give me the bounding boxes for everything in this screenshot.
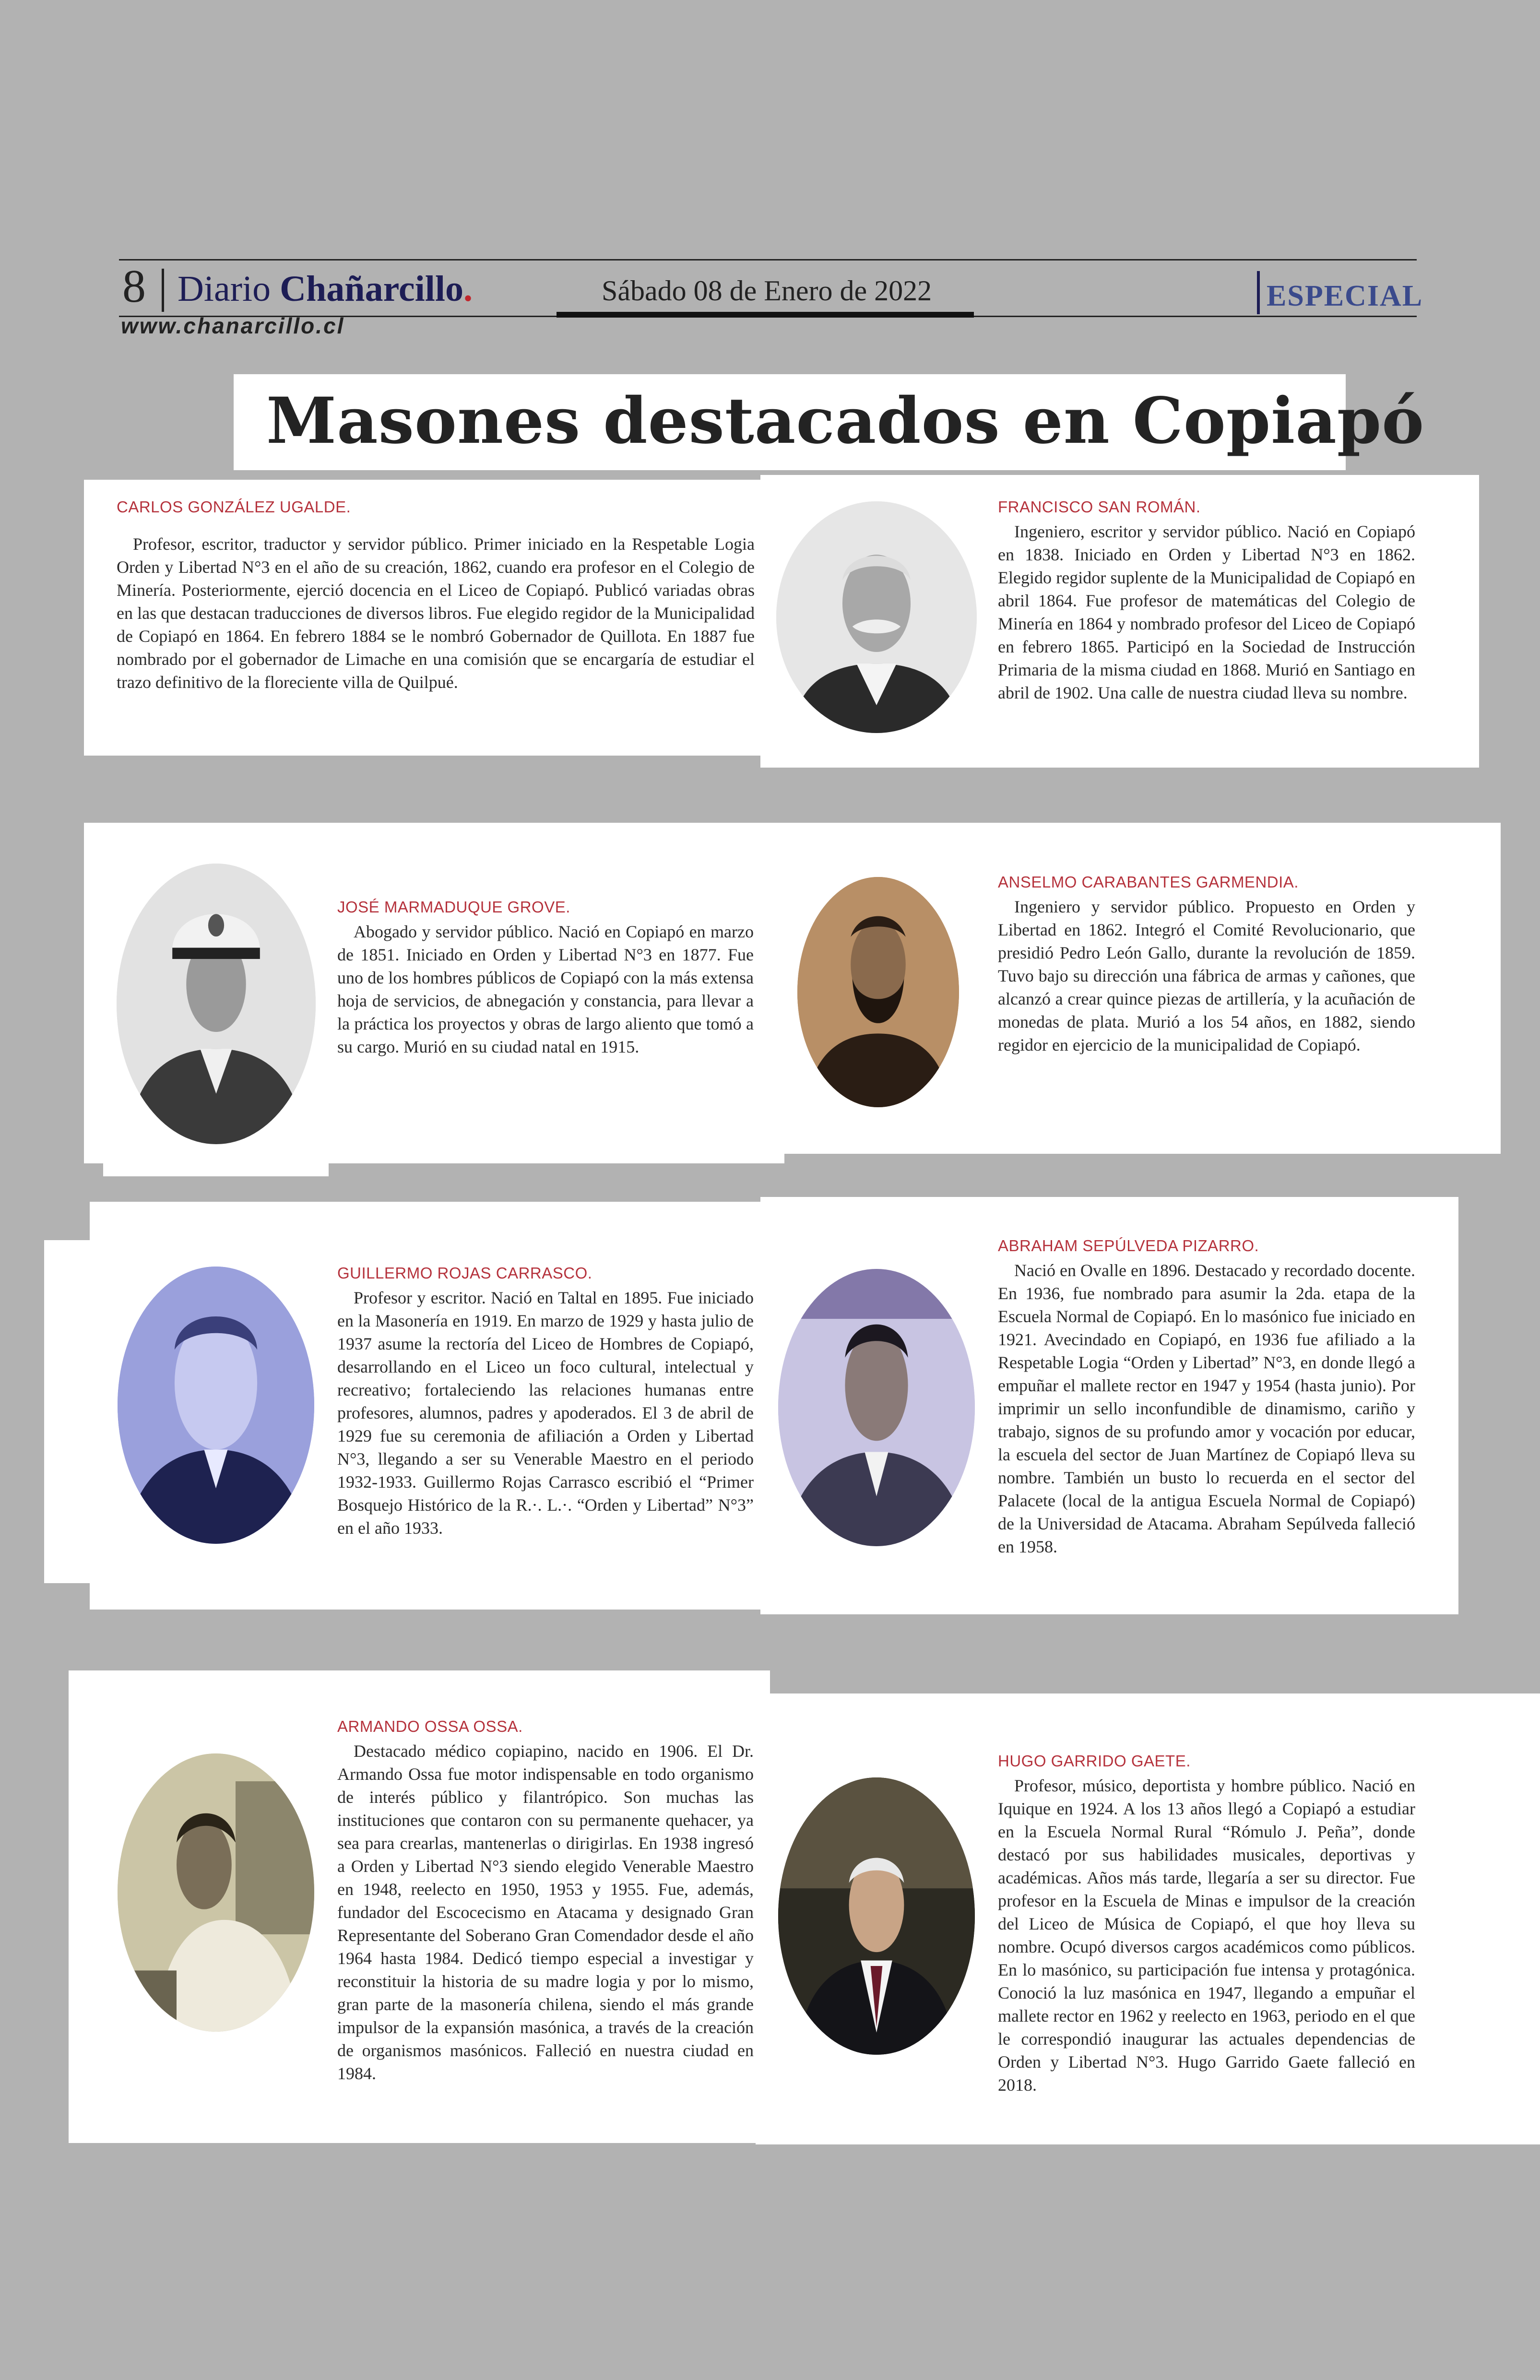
- masthead-dot: .: [463, 269, 473, 309]
- article-garrido: [998, 1752, 1415, 2096]
- masthead-prefix: Diario: [178, 269, 280, 309]
- article-ossa: [337, 1717, 754, 2085]
- article-name: CARLOS GONZÁLEZ UGALDE.: [117, 498, 351, 516]
- portrait-ossa: [118, 1753, 314, 2032]
- article-carabantes: [998, 873, 1415, 1056]
- article-name: JOSÉ MARMADUQUE GROVE.: [337, 898, 570, 916]
- panel-grove-tab: [103, 1151, 329, 1176]
- article-body: Ingeniero, escritor y servidor público. Nació en Copiapó en 1838. Iniciado en Orden y Libertad N°3 en 1862. Elegido regidor suplente de la Municipalidad de Copiapó en abril 1864. Fue profesor de matemáticas del Colegio de Minería en 1864 y nombrado profesor del Liceo de Copiapó en febrero 1865. Participó en la Sociedad de Instrucción Primaria de la misma ciudad en 1868. Murió en Santiago en abril de 1902. Una calle de nuestra ciudad lleva su nombre.: [998, 522, 1415, 702]
- section-label: ESPECIAL: [1267, 280, 1423, 312]
- article-body: Profesor, escritor, traductor y servidor público. Primer iniciado en la Respetable Logia Orden y Libertad N°3 en el año de su creación, 1862, cuando era profesor en el Colegio de Minería. Posteriormente, ejerció docencia en el Liceo de Copiapó. Publicó variadas obras en las que destacan traducciones de diversos libros. Fue elegido regidor de la Municipalidad de Copiapó en 1864. En febrero 1884 se le nombró Gobernador de Quillota. En 1887 fue nombrado por el gobernador de Limache en una comisión que se encargaría de estudiar el trazo definitivo de la floreciente villa de Quilpué.: [117, 534, 755, 692]
- article-body: Profesor, músico, deportista y hombre público. Nació en Iquique en 1924. A los 13 años llegó a Copiapó a estudiar en la Escuela Normal Rural “Rómulo J. Peña”, donde destacó por sus habilidades musicales, deportivas y académicas. Años más tarde, llegaría a ser su director. Fue profesor en la Escuela de Minas e impulsor de la creación del Liceo de Música de Copiapó, el que hoy lleva su nombre. Ocupó diversos cargos académicos como públicos. En lo masónico, su participación fue intensa y protagónica. Conoció la luz masónica en 1947, llegando a empuñar el mallete rector en 1962 y reelecto en 1963, periodo en el que le correspondió inaugurar las actuales dependencias de Orden y Libertad N°3. Hugo Garrido Gaete falleció en 2018.: [998, 1776, 1415, 2095]
- article-grove: [337, 898, 754, 1058]
- portrait-grove: [117, 864, 316, 1144]
- portrait-rojas: [118, 1267, 314, 1544]
- article-body: Abogado y servidor público. Nació en Copiapó en marzo de 1851. Iniciado en Orden y Libertad N°3 en 1877. Fue uno de los hombres públicos de Copiapó con la más extensa hoja de servicios, de abnegación y constancia, para llevar a la práctica los proyectos y obras de largo aliento que tomó a su cargo. Murió en su ciudad natal en 1915.: [337, 922, 754, 1056]
- article-san-roman: [998, 498, 1415, 704]
- article-name: HUGO GARRIDO GAETE.: [998, 1752, 1191, 1770]
- article-body: Profesor y escritor. Nació en Taltal en 1895. Fue iniciado en la Masonería en 1919. En marzo de 1929 y hasta julio de 1937 asume la rectoría del Liceo de Hombres de Copiapó, desarrollando en el Liceo un foco cultural, intelectual y recreativo; fortaleciendo las relaciones humanas entre profesores, alumnos, padres y apoderados. El 3 de abril de 1929 fue su ceremonia de afiliación a Orden y Libertad N°3, llegando a ser su Venerable Maestro en el periodo 1932-1933. Guillermo Rojas Carrasco escribió el “Primer Bosquejo Histórico de la R.·. L.·. “Orden y Libertad” N°3” en el año 1933.: [337, 1288, 754, 1538]
- portrait-garrido: [778, 1777, 975, 2055]
- article-body: Nació en Ovalle en 1896. Destacado y recordado docente. En 1936, fue nombrado para asumir la 2da. etapa de la Escuela Normal de Copiapó. En lo masónico fue iniciado en 1921. Avecindado en Copiapó, en 1936 fue afiliado a la Respetable Logia “Orden y Libertad” N°3, en donde llegó a empuñar el mallete rector en 1947 y 1954 (hasta junio). Por imprimir un sello inconfundible de dinamismo, cariño y trabajo, signos de su profundo amor y vocación por educar, la escuela del sector de Juan Martínez de Copiapó lleva su nombre. También un busto lo recuerda en el sector del Palacete (local de la antigua Escuela Normal de Copiapó) de la Universidad de Atacama. Abraham Sepúlveda falleció en 1958.: [998, 1261, 1415, 1556]
- header-date: Sábado 08 de Enero de 2022: [602, 275, 932, 307]
- section-divider: [1257, 271, 1260, 314]
- article-body: Destacado médico copiapino, nacido en 1906. El Dr. Armando Ossa fue motor indispensable en todo organismo de interés público y filantrópico. Son muchas las instituciones que contaron con su permanente quehacer, ya sea para crearlas, mantenerlas o dirigirlas. En 1938 ingresó a Orden y Libertad N°3 siendo elegido Venerable Maestro en 1948, reelecto en 1950, 1953 y 1955. Fue, además, fundador del Escocecismo en Atacama y designado Gran Representante del Soberano Gran Comendador desde el año 1964 hasta 1984. Dedicó tiempo especial a investigar y reconstituir la historia de su madre logia y por lo mismo, gran parte de la masonería chilena, siendo el más grande impulsor de la expansión masónica, a través de la creación de organismos masónicos. Falleció en nuestra ciudad en 1984.: [337, 1741, 754, 2083]
- masthead-name: Chañarcillo: [280, 269, 464, 309]
- page-number: 8: [122, 260, 146, 312]
- masthead: [178, 271, 473, 307]
- header-top-rule: [119, 259, 1417, 260]
- header-date-bar: [557, 312, 974, 318]
- header-divider: [162, 269, 164, 312]
- article-sepulveda: [998, 1237, 1415, 1558]
- portrait-san-roman: [776, 501, 977, 733]
- article-rojas: [337, 1264, 754, 1539]
- page-title: Masones destacados en Copiapó: [266, 384, 1425, 458]
- header-url: www.chanarcillo.cl: [121, 313, 345, 338]
- article-name: FRANCISCO SAN ROMÁN.: [998, 498, 1201, 516]
- article-name: ARMANDO OSSA OSSA.: [337, 1717, 523, 1735]
- portrait-sepulveda: [778, 1269, 975, 1546]
- article-name: ANSELMO CARABANTES GARMENDIA.: [998, 873, 1299, 891]
- article-name: GUILLERMO ROJAS CARRASCO.: [337, 1264, 592, 1282]
- article-body: Ingeniero y servidor público. Propuesto en Orden y Libertad en 1862. Integró el Comité Revolucionario, que presidió Pedro León Gallo, durante la revolución de 1859. Tuvo bajo su dirección una fábrica de armas y cañones, que alcanzó a crear quince piezas de artillería, y la acuñación de monedas de plata. Murió a los 54 años, en 1882, siendo regidor en ejercicio de la municipalidad de Copiapó.: [998, 897, 1415, 1054]
- article-gonzalez: [117, 498, 755, 694]
- article-name: ABRAHAM SEPÚLVEDA PIZARRO.: [998, 1237, 1259, 1255]
- portrait-carabantes: [797, 877, 959, 1107]
